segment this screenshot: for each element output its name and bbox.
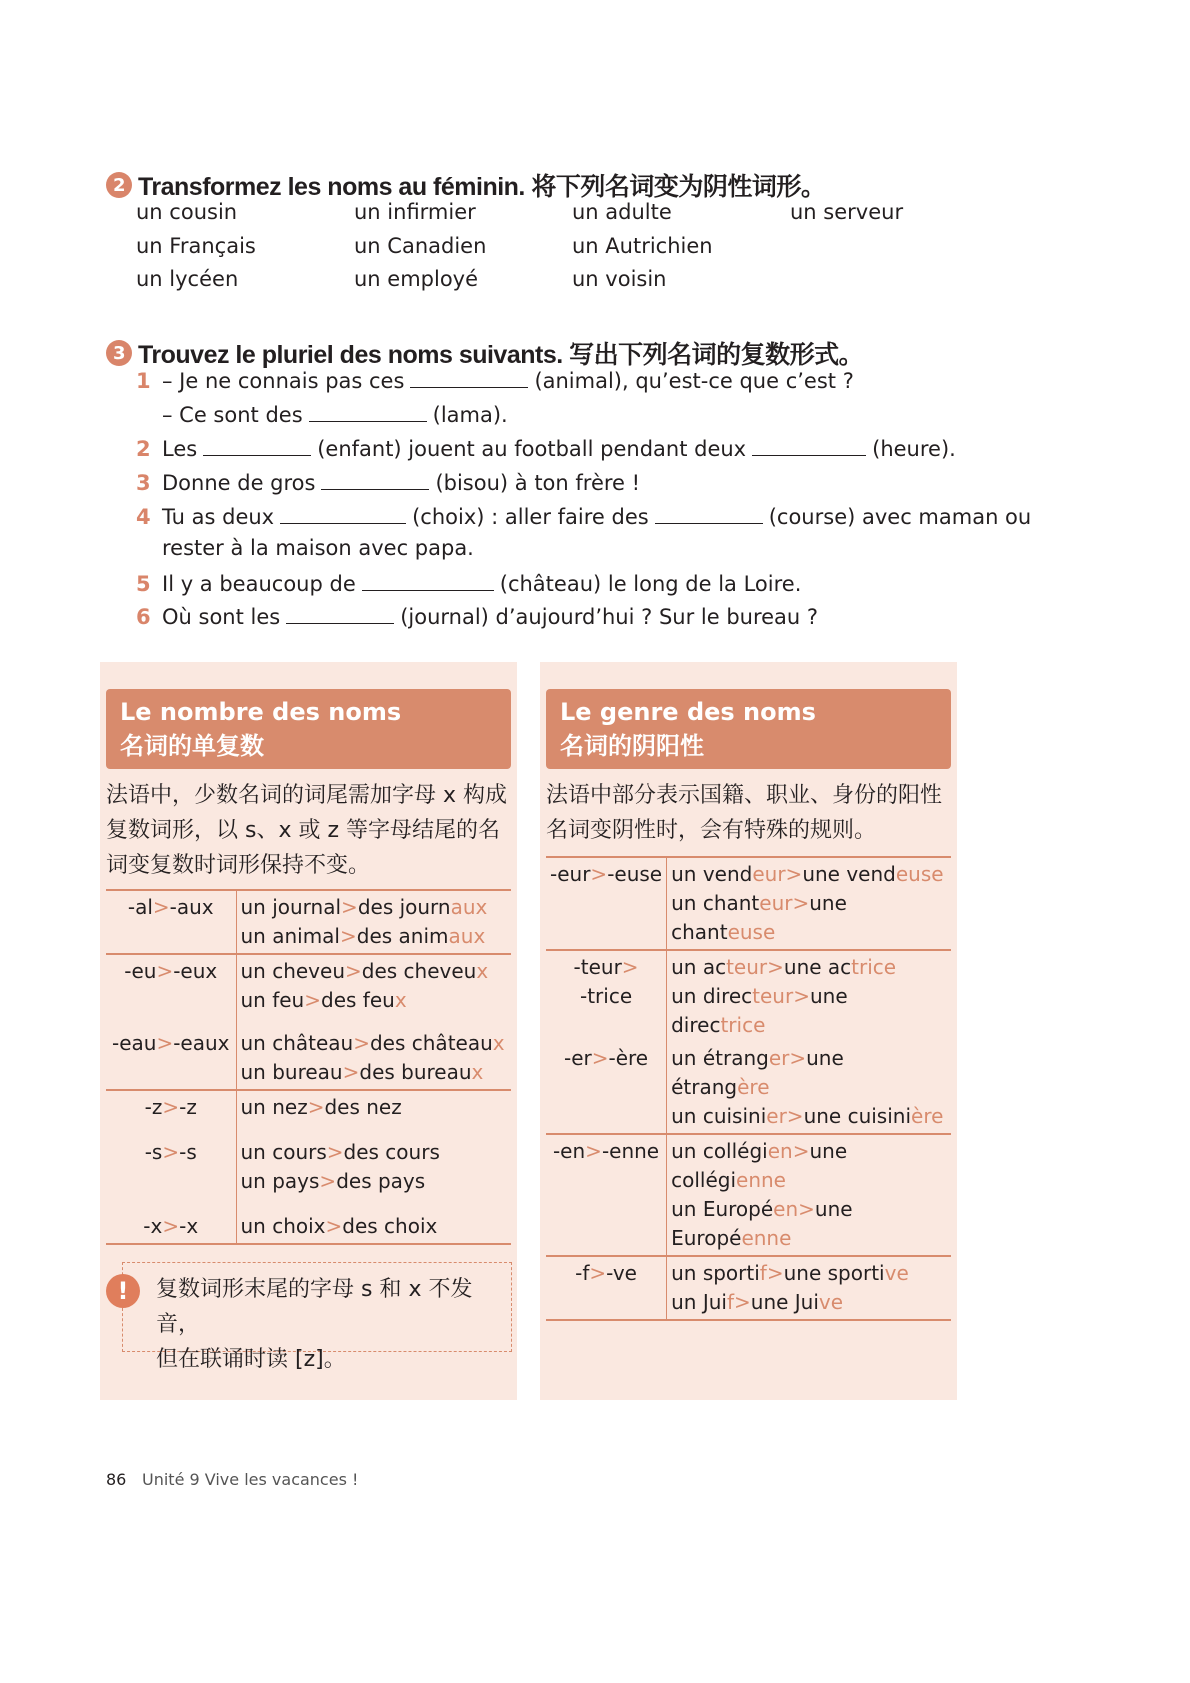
answer-blank[interactable] xyxy=(309,401,427,422)
question-5 xyxy=(136,570,801,596)
word-serveur: un serveur xyxy=(790,200,904,224)
table-row: -eu>-eux -eau>-eaux un cheveu>des cheveux un feu>des feux un château>des châteaux un bureau>des bureaux xyxy=(106,954,511,1090)
panel-description xyxy=(106,778,516,883)
panel-title xyxy=(106,689,511,769)
description-line: 法语中，少数名词的词尾需加字母 x 构成 xyxy=(106,783,508,808)
gender-rules-table xyxy=(546,856,951,1321)
table-row: -f>-ve un sportif>une sportive un Juif>une Juive xyxy=(546,1256,951,1320)
table-row: -er>-ère un étranger>une étrangère un cuisinier>une cuisinière xyxy=(546,1042,951,1134)
question-number: 1 xyxy=(136,369,151,393)
question-number: 3 xyxy=(136,471,151,495)
word-autrichien: un Autrichien xyxy=(572,234,713,258)
panel-description xyxy=(546,778,956,848)
question-4-continued xyxy=(162,536,474,560)
question-text: – Je ne connais pas ces xyxy=(162,369,405,393)
page-number: 86 xyxy=(106,1470,127,1489)
question-text: (animal), qu’est-ce que c’est ? xyxy=(534,369,854,393)
word-adulte: un adulte xyxy=(572,200,672,224)
note-line: 但在联诵时读 [z]。 xyxy=(156,1347,346,1372)
table-row: -al>-aux un journal>des journaux un animal>des animaux xyxy=(106,890,511,954)
answer-blank[interactable] xyxy=(321,469,429,490)
panel-title-fr: Le genre des noms xyxy=(560,698,816,726)
word-canadien: un Canadien xyxy=(354,234,487,258)
warning-icon: ! xyxy=(106,1274,140,1308)
description-line: 法语中部分表示国籍、职业、身份的阳性 xyxy=(546,783,943,808)
question-text: rester à la maison avec papa. xyxy=(162,536,474,560)
question-text: (lama). xyxy=(432,403,508,427)
question-1-reply xyxy=(162,401,508,427)
question-text: Il y a beaucoup de xyxy=(162,572,356,596)
answer-blank[interactable] xyxy=(286,603,394,624)
question-text: (course) avec maman ou xyxy=(768,505,1032,529)
question-number: 4 xyxy=(136,505,151,529)
description-line: 词变复数时词形保持不变。 xyxy=(106,853,371,878)
exercise-number-badge: 3 xyxy=(106,340,132,366)
question-text: (bisou) à ton frère ! xyxy=(435,471,641,495)
description-line: 名词变阴性时，会有特殊的规则。 xyxy=(546,818,877,843)
answer-blank[interactable] xyxy=(362,570,494,591)
answer-blank[interactable] xyxy=(203,435,311,456)
question-text: (heure). xyxy=(872,437,956,461)
word-lyceen: un lycéen xyxy=(136,267,239,291)
table-row: -teur> -trice un acteur>une actrice un directeur>une directrice xyxy=(546,950,951,1042)
question-text: (journal) d’aujourd’hui ? Sur le bureau ? xyxy=(400,605,819,629)
question-text: (enfant) jouent au football pendant deux xyxy=(317,437,747,461)
exercise-2-title xyxy=(106,167,825,203)
answer-blank[interactable] xyxy=(410,367,528,388)
question-text: (château) le long de la Loire. xyxy=(499,572,802,596)
gender-of-nouns-panel xyxy=(540,662,957,1400)
word-francais: un Français xyxy=(136,234,256,258)
unit-title: Unité 9 Vive les vacances ! xyxy=(142,1470,359,1489)
word-infirmier: un infirmier xyxy=(354,200,476,224)
exercise-2-heading: Transformez les noms au féminin. 将下列名词变为阴性词形。 xyxy=(138,173,826,201)
plural-rules-table xyxy=(106,889,511,1245)
question-text: – Ce sont des xyxy=(162,403,303,427)
question-number: 6 xyxy=(136,605,151,629)
question-text: Les xyxy=(162,437,198,461)
exercise-3-title xyxy=(106,335,863,371)
question-number: 5 xyxy=(136,572,151,596)
question-1 xyxy=(136,367,854,393)
description-line: 复数词形，以 s、x 或 z 等字母结尾的名 xyxy=(106,818,501,843)
question-text: (choix) : aller faire des xyxy=(412,505,649,529)
table-row: -en>-enne un collégien>une collégienne un Européen>une Européenne xyxy=(546,1134,951,1256)
word-employe: un employé xyxy=(354,267,479,291)
note-text xyxy=(156,1272,511,1377)
question-4 xyxy=(136,503,1031,529)
exercise-number-badge: 2 xyxy=(106,172,132,198)
question-2 xyxy=(136,435,956,461)
word-cousin: un cousin xyxy=(136,200,238,224)
question-number: 2 xyxy=(136,437,151,461)
question-6 xyxy=(136,603,818,629)
table-row: -eur>-euse un vendeur>une vendeuse un chanteur>une chanteuse xyxy=(546,857,951,950)
answer-blank[interactable] xyxy=(280,503,406,524)
question-text: Tu as deux xyxy=(162,505,275,529)
panel-title-zh: 名词的阴阳性 xyxy=(560,732,704,760)
question-text: Donne de gros xyxy=(162,471,316,495)
panel-title-zh: 名词的单复数 xyxy=(120,732,264,760)
answer-blank[interactable] xyxy=(752,435,866,456)
question-3 xyxy=(136,469,640,495)
panel-title xyxy=(546,689,951,769)
exercise-3-heading: Trouvez le pluriel des noms suivants. 写出下列名词的复数形式。 xyxy=(138,341,864,369)
answer-blank[interactable] xyxy=(655,503,763,524)
word-voisin: un voisin xyxy=(572,267,667,291)
question-text: Où sont les xyxy=(162,605,281,629)
number-of-nouns-panel xyxy=(100,662,517,1400)
table-row: -z>-z -s>-s -x>-x un nez>des nez un cours>des cours un pays>des pays un choix>des choix xyxy=(106,1090,511,1244)
note-line: 复数词形末尾的字母 s 和 x 不发音， xyxy=(156,1277,473,1337)
panel-title-fr: Le nombre des noms xyxy=(120,698,402,726)
